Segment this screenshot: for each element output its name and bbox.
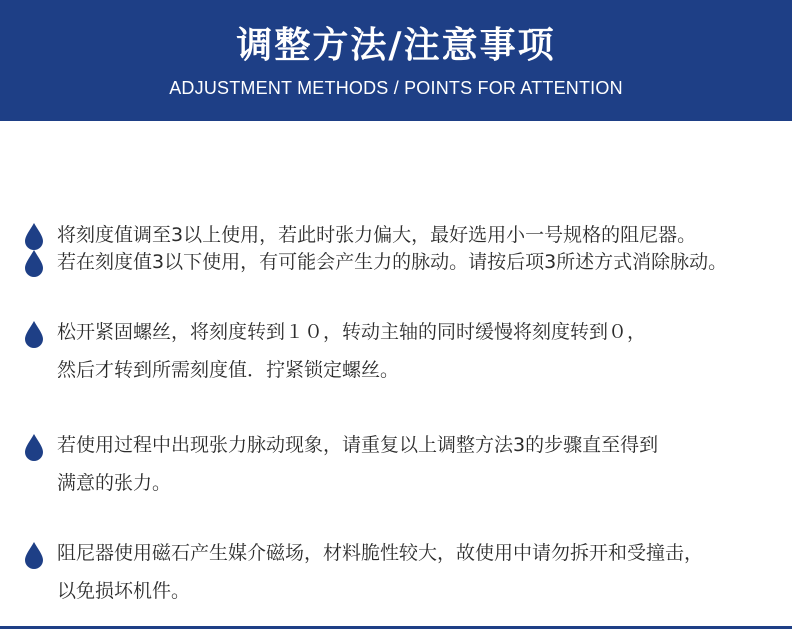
- list-item-text: 若在刻度值3以下使用，有可能会产生力的脉动。请按后项3所述方式消除脉动。: [57, 251, 728, 273]
- list-item-text: 若使用过程中出现张力脉动现象，请重复以上调整方法3的步骤直至得到 满意的张力。: [57, 434, 659, 494]
- header-banner: [0, 0, 792, 121]
- water-drop-icon: [24, 433, 44, 461]
- page-title: 调整方法/注意事项: [236, 25, 556, 66]
- water-drop-icon: [24, 320, 44, 348]
- water-drop-icon: [24, 249, 44, 277]
- list-item-text: 将刻度值调至3以上使用，若此时张力偏大，最好选用小一号规格的阻尼器。: [57, 224, 697, 246]
- list-item-text: 松开紧固螺丝，将刻度转到１０，转动主轴的同时缓慢将刻度转到０， 然后才转到所需刻度值．拧紧锁定螺丝。: [57, 321, 647, 381]
- list-item-text: 阻尼器使用磁石产生媒介磁场，材料脆性较大，故使用中请勿拆开和受撞击， 以免损坏机件。: [57, 542, 704, 602]
- water-drop-icon: [24, 541, 44, 569]
- water-drop-icon: [24, 222, 44, 250]
- page-subtitle: ADJUSTMENT METHODS / POINTS FOR ATTENTION: [169, 78, 623, 98]
